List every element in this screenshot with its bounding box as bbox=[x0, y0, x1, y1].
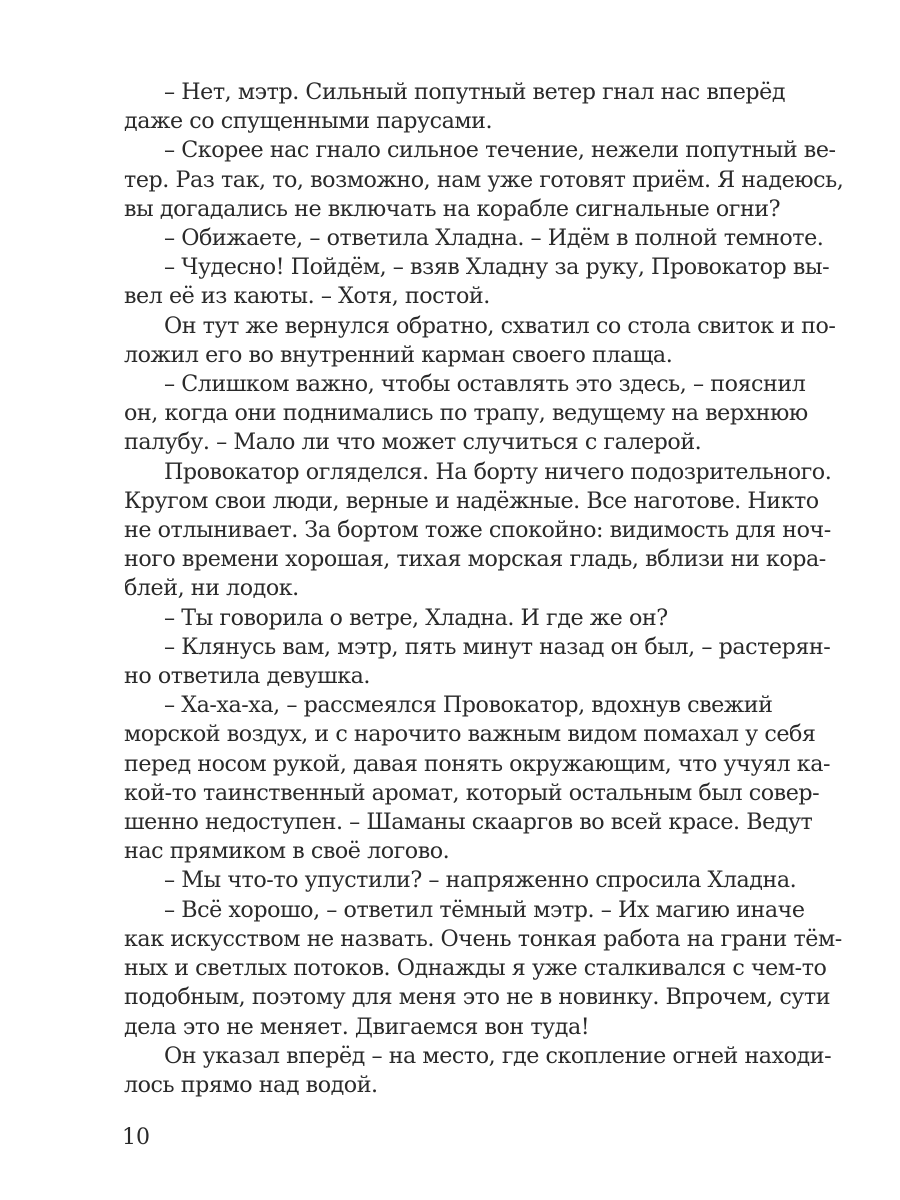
paragraph bbox=[124, 78, 786, 136]
paragraph bbox=[124, 691, 831, 866]
paragraph bbox=[124, 370, 808, 458]
text-line: лось прямо над водой. bbox=[124, 1071, 378, 1098]
text-line: – Скорее нас гнало сильное течение, нежели попутный ве- bbox=[164, 137, 836, 164]
text-line: нас прямиком в своё логово. bbox=[124, 838, 450, 865]
text-line: – Нет, мэтр. Сильный попутный ветер гнал нас вперёд bbox=[164, 79, 786, 105]
text-line: – Ха-ха-ха, – рассмеялся Провокатор, вдохнув свежий bbox=[164, 692, 773, 719]
paragraph bbox=[124, 633, 831, 691]
text-line: тер. Раз так, то, возможно, нам уже готовят приём. Я надеюсь, bbox=[124, 166, 844, 193]
paragraph bbox=[124, 458, 832, 604]
text-line: перед носом рукой, давая понять окружающим, что учуял ка- bbox=[124, 750, 831, 777]
paragraph bbox=[124, 866, 797, 895]
text-line: шенно недоступен. – Шаманы скааргов во всей красе. Ведут bbox=[124, 809, 813, 836]
text-line: – Слишком важно, чтобы оставлять это здесь, – пояснил bbox=[164, 371, 806, 398]
text-line: – Обижаете, – ответила Хладна. – Идём в полной темноте. bbox=[164, 225, 824, 252]
text-line: дела это не меняет. Двигаемся вон туда! bbox=[124, 1013, 590, 1040]
text-line: Он указал вперёд – на место, где скопление огней находи- bbox=[164, 1042, 832, 1069]
text-line: – Всё хорошо, – ответил тёмный мэтр. – Их магию иначе bbox=[164, 896, 805, 923]
text-line: блей, ни лодок. bbox=[124, 575, 299, 602]
text-line: не отлынивает. За бортом тоже спокойно: видимость для ноч- bbox=[124, 517, 831, 544]
text-line: ного времени хорошая, тихая морская гладь, вблизи ни кора- bbox=[124, 546, 826, 573]
text-line: подобным, поэтому для меня это не в новинку. Впрочем, сути bbox=[124, 984, 831, 1011]
text-line: но ответила девушка. bbox=[124, 663, 371, 690]
text-line: – Клянусь вам, мэтр, пять минут назад он был, – растерян- bbox=[164, 633, 831, 660]
paragraph bbox=[124, 896, 842, 1042]
page-number: 10 bbox=[122, 1125, 150, 1150]
text-line: вы догадались не включать на корабле сигнальные огни? bbox=[124, 195, 781, 222]
text-line: даже со спущенными парусами. bbox=[124, 108, 493, 135]
body-text bbox=[124, 78, 844, 1100]
text-line: кой-то таинственный аромат, который остальным был совер- bbox=[124, 779, 820, 806]
paragraph bbox=[124, 1042, 832, 1100]
text-line: ных и светлых потоков. Однажды я уже сталкивался с чем-то bbox=[124, 955, 827, 982]
text-line: Он тут же вернулся обратно, схватил со стола свиток и по- bbox=[164, 312, 836, 339]
text-line: – Чудесно! Пойдём, – взяв Хладну за руку, Провокатор вы- bbox=[164, 254, 830, 281]
paragraph bbox=[124, 253, 830, 311]
paragraph bbox=[124, 136, 844, 224]
text-line: как искусством не назвать. Очень тонкая работа на грани тём- bbox=[124, 925, 842, 952]
paragraph bbox=[124, 224, 824, 253]
text-line: Кругом свои люди, верные и надёжные. Все наготове. Никто bbox=[124, 487, 819, 514]
text-line: вел её из каюты. – Хотя, постой. bbox=[124, 283, 490, 310]
text-line: Провокатор огляделся. На борту ничего подозрительного. bbox=[164, 458, 832, 485]
text-line: – Ты говорила о ветре, Хладна. И где же он? bbox=[164, 604, 668, 631]
text-line: палубу. – Мало ли что может случиться с галерой. bbox=[124, 429, 702, 456]
paragraph bbox=[124, 604, 764, 633]
paragraph bbox=[124, 312, 836, 370]
text-line: морской воздух, и с нарочито важным видом помахал у себя bbox=[124, 721, 816, 748]
text-line: он, когда они поднимались по трапу, ведущему на верхнюю bbox=[124, 400, 808, 427]
text-line: – Мы что-то упустили? – напряженно спросила Хладна. bbox=[164, 867, 797, 894]
text-line: ложил его во внутренний карман своего плаща. bbox=[124, 341, 673, 368]
